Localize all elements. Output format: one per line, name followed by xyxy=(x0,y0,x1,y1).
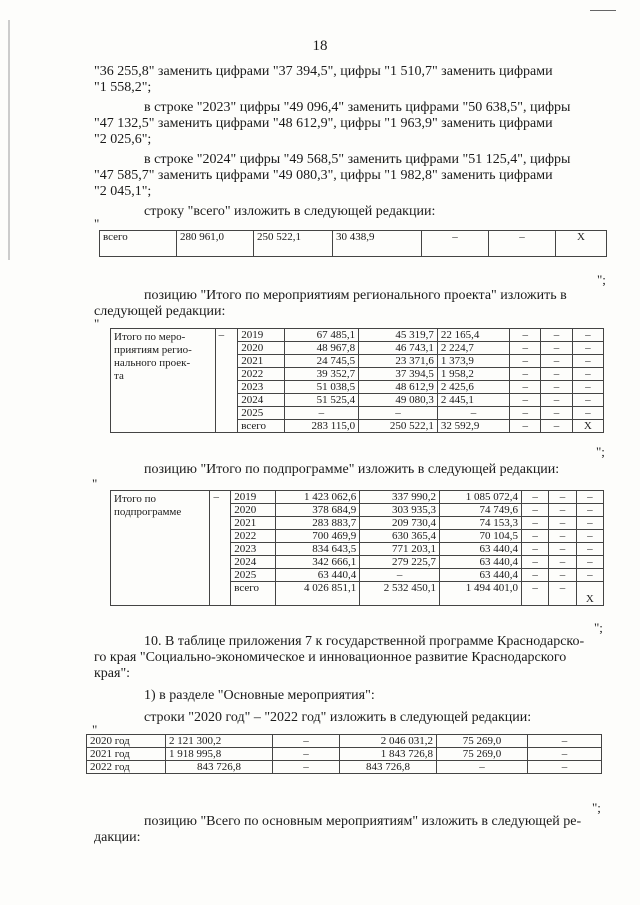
dash-cell: – xyxy=(215,329,238,433)
row-label-line: подпрограмме xyxy=(114,506,182,518)
row-label-line: приятиям регио- xyxy=(114,344,192,356)
cell: – xyxy=(576,504,603,517)
table-main-activities xyxy=(86,734,602,774)
row-label-cell xyxy=(111,491,210,606)
cell: 1 373,9 xyxy=(437,355,509,368)
cell: – xyxy=(549,556,576,569)
cell: 32 592,9 xyxy=(437,420,509,433)
cell: 51 525,4 xyxy=(284,394,358,407)
cell: 39 352,7 xyxy=(284,368,358,381)
cell: 843 726,8 xyxy=(166,761,273,774)
cell: 2 445,1 xyxy=(437,394,509,407)
table-row xyxy=(111,329,604,342)
cell: – xyxy=(510,381,541,394)
cell: – xyxy=(273,735,340,748)
paragraph-9: строки "2020 год" – "2022 год" изложить в следующей редакции: xyxy=(144,710,532,725)
cell: – xyxy=(510,420,541,433)
cell: – xyxy=(528,748,602,761)
table-total-row xyxy=(99,230,607,257)
paragraph-3-line-1: в строке "2024" цифры "49 568,5" заменить цифрами "51 125,4", цифры xyxy=(144,152,571,167)
row-label-line: Итого по меро- xyxy=(114,331,186,343)
paragraph-10-line-2: дакции: xyxy=(94,830,141,845)
cell: – xyxy=(572,329,603,342)
paragraph-2-line-2: "47 132,5" заменить цифрами "48 612,9", цифры "1 963,9" заменить цифрами xyxy=(94,116,553,131)
cell: 51 038,5 xyxy=(284,381,358,394)
cell: – xyxy=(549,517,576,530)
cell: – xyxy=(549,530,576,543)
table-row xyxy=(87,748,602,761)
page-number: 18 xyxy=(312,38,328,54)
open-quote: " xyxy=(92,722,98,737)
cell: 2023 xyxy=(238,381,284,394)
paragraph-1-line-2: "1 558,2"; xyxy=(94,80,152,95)
cell: 771 203,1 xyxy=(360,543,440,556)
cell: – xyxy=(521,556,548,569)
paragraph-6: позицию "Итого по подпрограмме" изложить в следующей редакции: xyxy=(144,462,560,477)
cell: 209 730,4 xyxy=(360,517,440,530)
cell: – xyxy=(576,491,603,504)
scan-edge xyxy=(8,20,10,260)
cell: – xyxy=(576,530,603,543)
cell: 1 843 726,8 xyxy=(340,748,437,761)
paragraph-3-line-3: "2 045,1"; xyxy=(94,184,152,199)
cell: 63 440,4 xyxy=(440,556,522,569)
cell: 2021 год xyxy=(87,748,166,761)
cell: – xyxy=(437,407,509,420)
cell: 2020 xyxy=(231,504,276,517)
cell: – xyxy=(549,504,576,517)
cell: – xyxy=(284,407,358,420)
cell: – xyxy=(521,491,548,504)
cell: 74 153,3 xyxy=(440,517,522,530)
cell: 48 967,8 xyxy=(284,342,358,355)
cell: 2025 xyxy=(231,569,276,582)
cell: – xyxy=(549,582,576,606)
cell: 63 440,4 xyxy=(440,543,522,556)
cell: 250 522,1 xyxy=(254,231,333,257)
paragraph-7-line-3: края": xyxy=(94,666,131,681)
cell: – xyxy=(521,517,548,530)
cell: – xyxy=(541,381,572,394)
cell: 2 121 300,2 xyxy=(166,735,273,748)
cell: 63 440,4 xyxy=(440,569,522,582)
cell: 250 522,1 xyxy=(359,420,438,433)
cell: 1 918 995,8 xyxy=(166,748,273,761)
table-subprogram xyxy=(110,490,604,606)
cell: 630 365,4 xyxy=(360,530,440,543)
cell: 30 438,9 xyxy=(333,231,422,257)
paragraph-8: 1) в разделе "Основные мероприятия": xyxy=(144,688,375,703)
cell: – xyxy=(549,569,576,582)
cell: 2022 xyxy=(231,530,276,543)
cell: всего xyxy=(238,420,284,433)
cell: – xyxy=(360,569,440,582)
table-row xyxy=(87,735,602,748)
cell: всего xyxy=(231,582,276,606)
cell: – xyxy=(572,394,603,407)
row-label-cell xyxy=(111,329,216,433)
cell: 2022 xyxy=(238,368,284,381)
cell: 2024 xyxy=(231,556,276,569)
table-row xyxy=(100,231,607,257)
cell: 303 935,3 xyxy=(360,504,440,517)
cell: всего xyxy=(100,231,177,257)
cell: 700 469,9 xyxy=(276,530,360,543)
cell: 24 745,5 xyxy=(284,355,358,368)
cell: – xyxy=(528,761,602,774)
dash-cell: – xyxy=(210,491,231,606)
cell: 2020 xyxy=(238,342,284,355)
cell: – xyxy=(510,394,541,407)
cell: – xyxy=(521,582,548,606)
cell: – xyxy=(510,407,541,420)
cell: 75 269,0 xyxy=(437,748,528,761)
paragraph-1-line-1: "36 255,8" заменить цифрами "37 394,5", цифры "1 510,7" заменить цифрами xyxy=(94,64,553,79)
cell: 37 394,5 xyxy=(359,368,438,381)
cell: 70 104,5 xyxy=(440,530,522,543)
cell: Х xyxy=(556,231,607,257)
cell: – xyxy=(541,342,572,355)
cell: – xyxy=(541,355,572,368)
cell: 2 425,6 xyxy=(437,381,509,394)
cell: – xyxy=(576,556,603,569)
cell: – xyxy=(541,329,572,342)
cell: – xyxy=(510,355,541,368)
paragraph-2-line-1: в строке "2023" цифры "49 096,4" заменить цифрами "50 638,5", цифры xyxy=(144,100,571,115)
paragraph-10-line-1: позицию "Всего по основным мероприятиям" изложить в следующей ре- xyxy=(144,814,582,829)
cell: 75 269,0 xyxy=(437,735,528,748)
paragraph-7-line-1: 10. В таблице приложения 7 к государственной программе Краснодарско- xyxy=(144,634,585,649)
paragraph-5-line-1: позицию "Итого по мероприятиям регионального проекта" изложить в xyxy=(144,288,567,303)
cell: – xyxy=(510,368,541,381)
cell: – xyxy=(549,543,576,556)
cell: – xyxy=(521,530,548,543)
cell: 63 440,4 xyxy=(276,569,360,582)
cell: – xyxy=(572,342,603,355)
cell: – xyxy=(541,407,572,420)
paragraph-7-line-2: го края "Социально-экономическое и инновационное развитие Краснодарского xyxy=(94,650,567,665)
table-row xyxy=(111,491,604,504)
cell: Х xyxy=(572,420,603,433)
cell: 1 085 072,4 xyxy=(440,491,522,504)
cell: – xyxy=(273,748,340,761)
paragraph-4: строку "всего" изложить в следующей редакции: xyxy=(144,204,436,219)
cell: – xyxy=(576,543,603,556)
cell: 2023 xyxy=(231,543,276,556)
row-label-line: та xyxy=(114,370,124,382)
cell: 45 319,7 xyxy=(359,329,438,342)
cell: – xyxy=(572,381,603,394)
cell: 378 684,9 xyxy=(276,504,360,517)
cell: – xyxy=(541,394,572,407)
open-quote: " xyxy=(94,216,100,231)
cell: 23 371,6 xyxy=(359,355,438,368)
cell: – xyxy=(521,504,548,517)
row-label-line: нального проек- xyxy=(114,357,191,369)
cell: 2025 xyxy=(238,407,284,420)
close-quote: "; xyxy=(594,620,603,635)
open-quote: " xyxy=(92,476,98,491)
cell: – xyxy=(489,231,556,257)
cell: Х xyxy=(576,582,603,606)
cell: – xyxy=(576,517,603,530)
cell: – xyxy=(510,329,541,342)
close-quote: "; xyxy=(592,800,601,815)
cell: 283 115,0 xyxy=(284,420,358,433)
cell: 49 080,3 xyxy=(359,394,438,407)
scan-mark xyxy=(590,10,616,11)
cell: 22 165,4 xyxy=(437,329,509,342)
cell: 843 726,8 xyxy=(340,761,437,774)
open-quote: " xyxy=(94,316,100,331)
cell: 834 643,5 xyxy=(276,543,360,556)
cell: – xyxy=(549,491,576,504)
cell: 2019 xyxy=(231,491,276,504)
cell: 1 423 062,6 xyxy=(276,491,360,504)
cell: 46 743,1 xyxy=(359,342,438,355)
cell: – xyxy=(521,543,548,556)
cell: 2 224,7 xyxy=(437,342,509,355)
paragraph-5-line-2: следующей редакции: xyxy=(94,304,226,319)
cell: – xyxy=(572,368,603,381)
cell: 1 494 401,0 xyxy=(440,582,522,606)
paragraph-3-line-2: "47 585,7" заменить цифрами "49 080,3", цифры "1 982,8" заменить цифрами xyxy=(94,168,553,183)
close-quote: "; xyxy=(597,272,606,287)
cell: 2024 xyxy=(238,394,284,407)
table-row xyxy=(87,761,602,774)
cell: – xyxy=(576,569,603,582)
cell: – xyxy=(572,407,603,420)
cell: 2021 xyxy=(231,517,276,530)
cell: 4 026 851,1 xyxy=(276,582,360,606)
cell: – xyxy=(541,420,572,433)
cell: – xyxy=(422,231,489,257)
cell: 283 883,7 xyxy=(276,517,360,530)
cell: 280 961,0 xyxy=(177,231,254,257)
cell: – xyxy=(273,761,340,774)
cell: 2019 xyxy=(238,329,284,342)
cell: 337 990,2 xyxy=(360,491,440,504)
cell: 2 046 031,2 xyxy=(340,735,437,748)
cell: 342 666,1 xyxy=(276,556,360,569)
cell: 2022 год xyxy=(87,761,166,774)
cell: 2 532 450,1 xyxy=(360,582,440,606)
cell: 279 225,7 xyxy=(360,556,440,569)
cell: 48 612,9 xyxy=(359,381,438,394)
cell: – xyxy=(528,735,602,748)
close-quote: "; xyxy=(596,444,605,459)
cell: – xyxy=(521,569,548,582)
cell: 2020 год xyxy=(87,735,166,748)
cell: 74 749,6 xyxy=(440,504,522,517)
cell: – xyxy=(510,342,541,355)
cell: – xyxy=(541,368,572,381)
cell: – xyxy=(359,407,438,420)
table-regional-project xyxy=(110,328,604,433)
cell: – xyxy=(437,761,528,774)
paragraph-2-line-3: "2 025,6"; xyxy=(94,132,152,147)
cell: – xyxy=(572,355,603,368)
cell: 1 958,2 xyxy=(437,368,509,381)
row-label-line: Итого по xyxy=(114,493,156,505)
cell: 67 485,1 xyxy=(284,329,358,342)
cell: 2021 xyxy=(238,355,284,368)
